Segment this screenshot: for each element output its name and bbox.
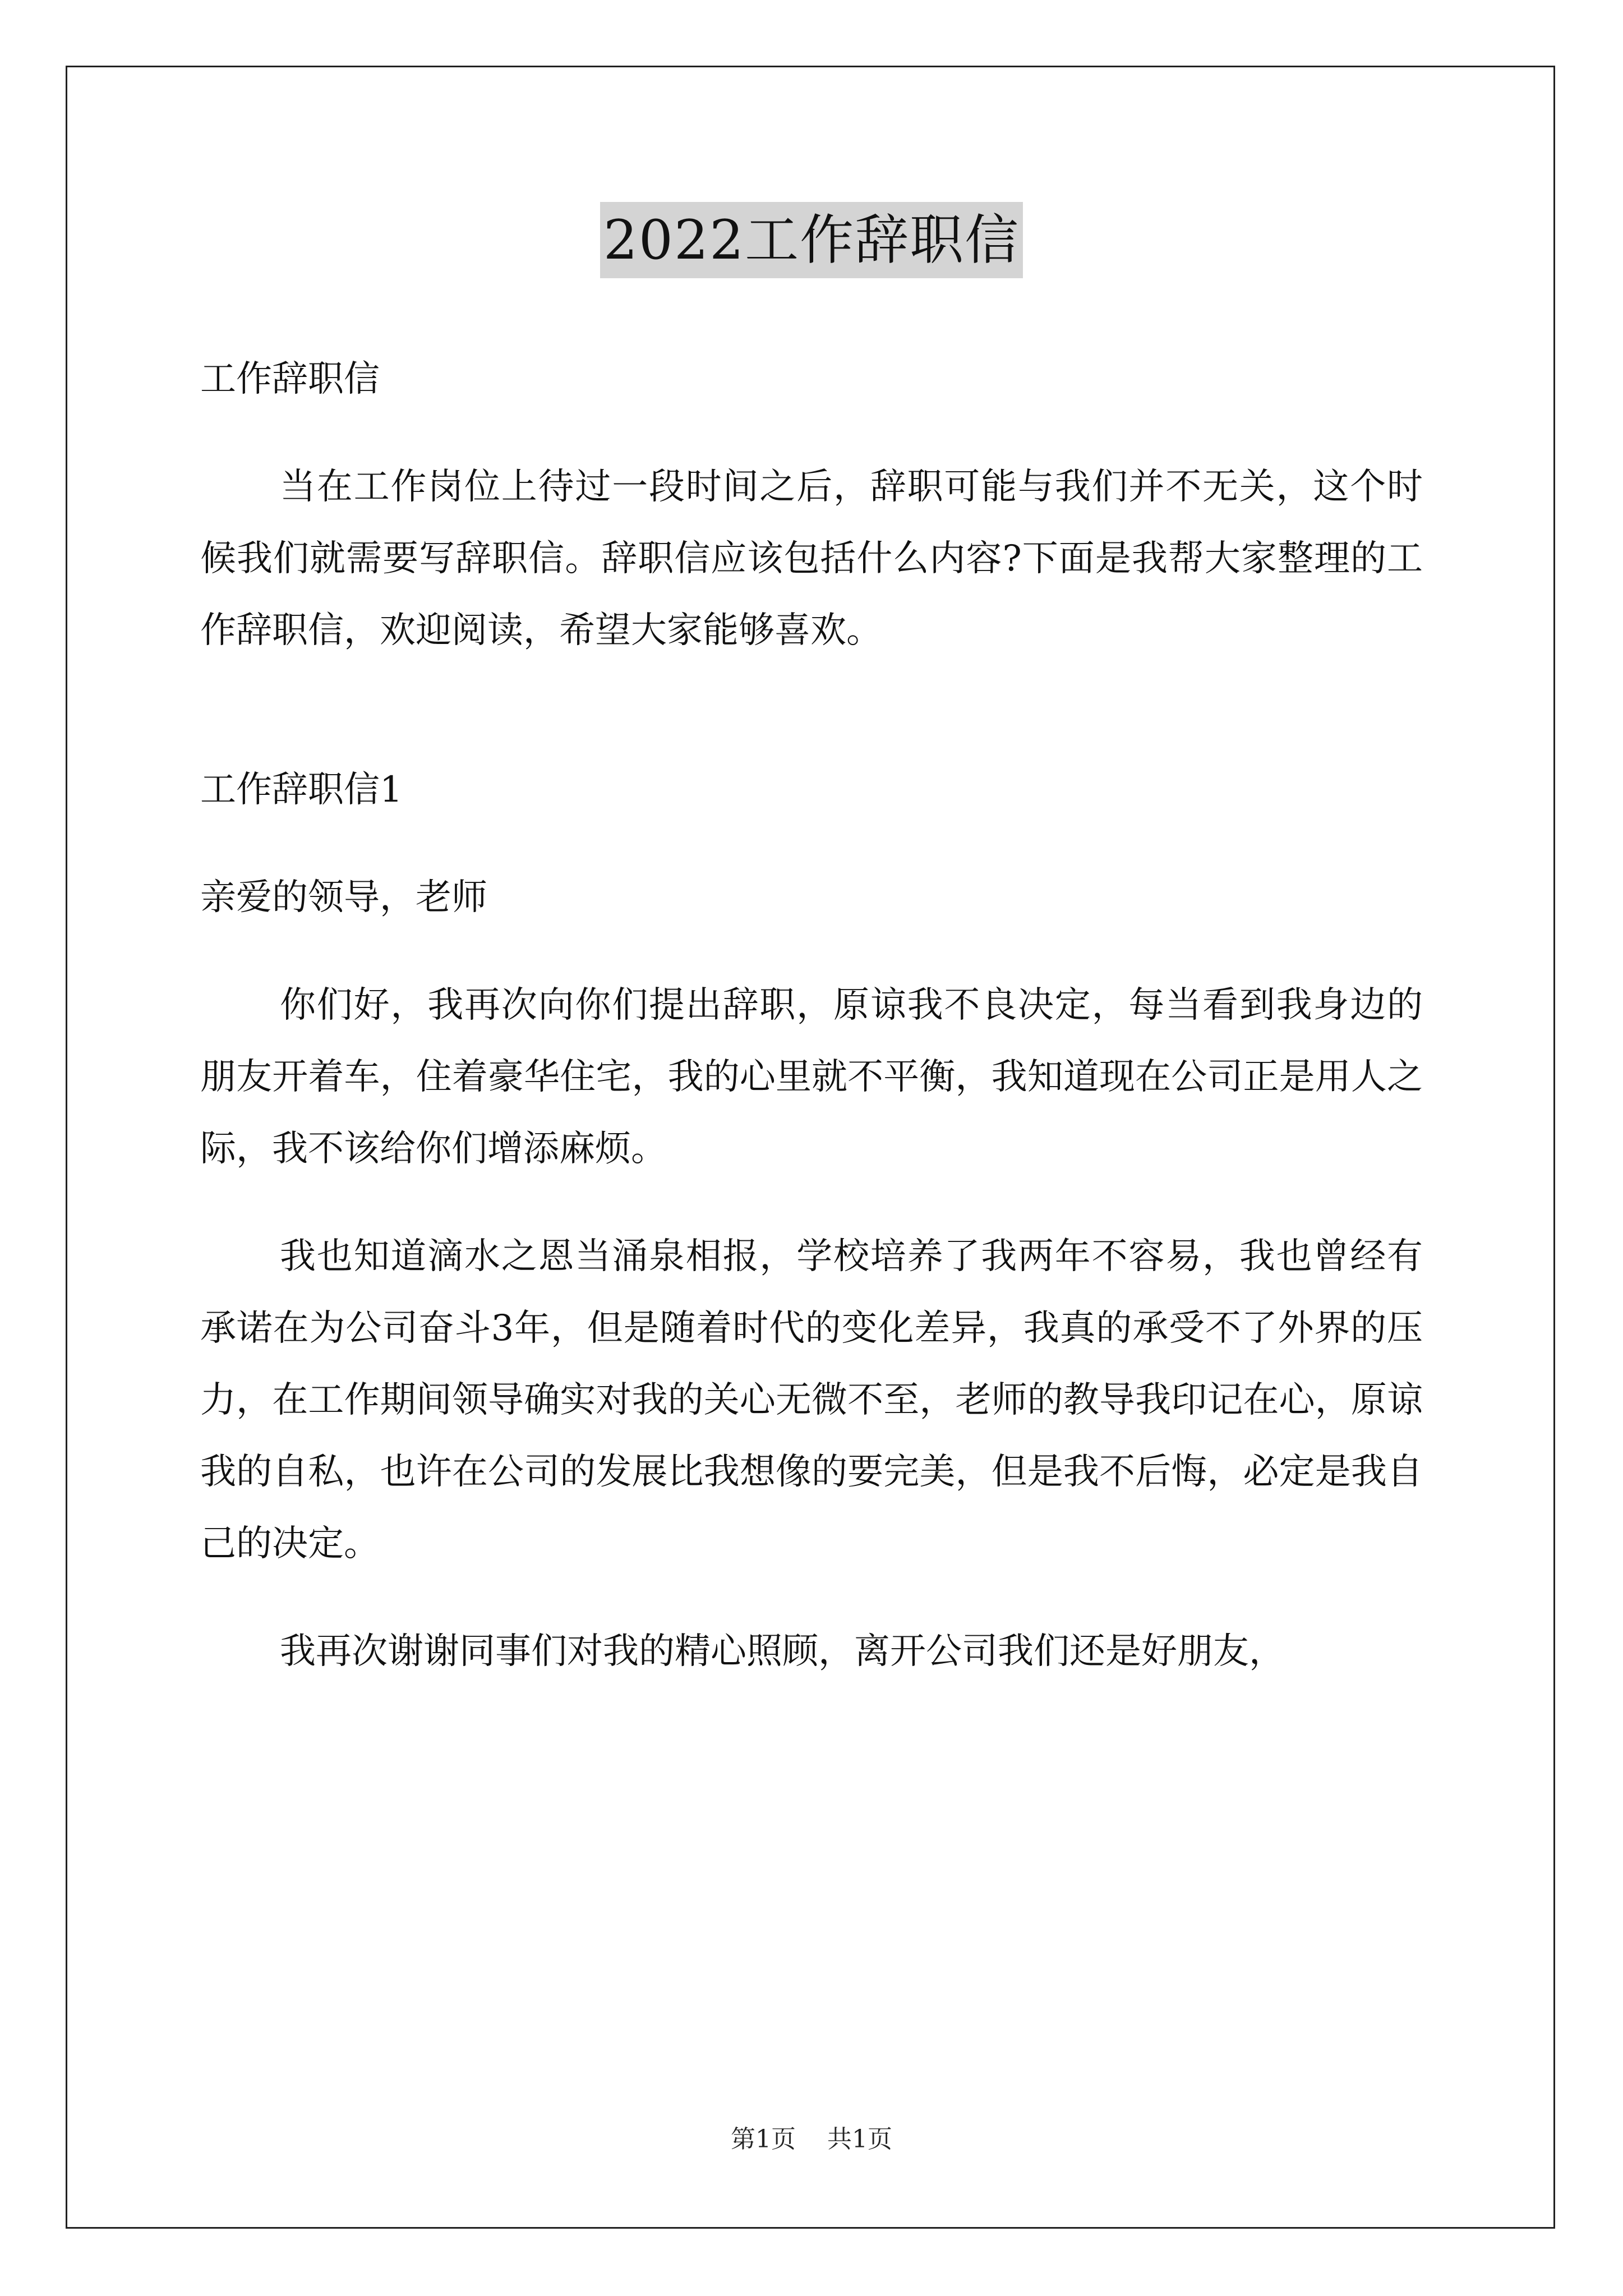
spacer [200,666,1423,754]
document-title: 2022工作辞职信 [600,202,1023,278]
page-footer [0,2124,1623,2155]
section-heading: 工作辞职信1 [200,769,403,811]
body-paragraph-3: 我再次谢谢同事们对我的精心照顾，离开公司我们还是好朋友， [280,1631,1285,1672]
page-total: 共1页 [827,2125,892,2154]
spacer [200,1185,1423,1221]
document-body [200,343,1423,1687]
salutation: 亲爱的领导，老师 [200,877,487,918]
page-number: 第1页 [731,2125,796,2154]
spacer [200,826,1423,862]
title-wrapper [0,202,1623,278]
body-paragraph-2: 我也知道滴水之恩当涌泉相报，学校培养了我两年不容易，我也曾经有承诺在为公司奋斗3年，但是随着时代的变化差异，我真的承受不了外界的压力，在工作期间领导确实对我的关心无微不至，老师的教导我印记在心，原谅我的自私，也许在公司的发展比我想像的要完美，但是我不后悔，必定是我自己的决定。 [200,1236,1423,1565]
spacer [200,1580,1423,1616]
body-paragraph-1: 你们好，我再次向你们提出辞职，原谅我不良决定，每当看到我身边的朋友开着车，住着豪华住宅，我的心里就不平衡，我知道现在公司正是用人之际，我不该给你们增添麻烦。 [200,984,1423,1170]
intro-paragraph: 当在工作岗位上待过一段时间之后，辞职可能与我们并不无关，这个时候我们就需要写辞职信。辞职信应该包括什么内容?下面是我帮大家整理的工作辞职信，欢迎阅读，希望大家能够喜欢。 [200,466,1423,651]
spacer [200,933,1423,969]
subtitle: 工作辞职信 [200,358,380,400]
spacer [200,415,1423,451]
